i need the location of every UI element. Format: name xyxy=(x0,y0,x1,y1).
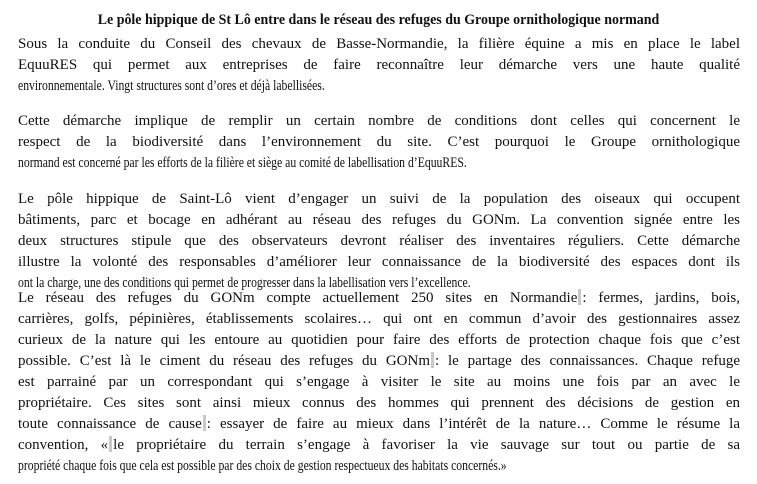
text-line: deux structures stipule que des observateurs devront réaliser des inventaires réguliers. Cette démarche xyxy=(18,233,740,249)
text-line xyxy=(18,351,740,372)
article-title: Le pôle hippique de St Lô entre dans le réseau des refuges du Groupe ornithologique normand xyxy=(97,12,660,28)
text-line: Le pôle hippique de Saint-Lô vient d’engager un suivi de la population des oiseaux qui occupent xyxy=(18,191,740,207)
text-line xyxy=(18,414,740,435)
text-segment: Le réseau des refuges du GONm compte actuellement 250 sites en Normandie xyxy=(18,290,578,306)
text-line: bâtiments, parc et bocage en adhérant au réseau des refuges du GONm. La convention signée entre les xyxy=(18,212,740,228)
text-segment: convention, « xyxy=(18,437,109,453)
text-segment: : le partage des connaissances. Chaque refuge xyxy=(435,353,740,369)
nonbreaking-space-marker xyxy=(431,352,434,368)
nonbreaking-space-marker xyxy=(578,289,581,305)
nonbreaking-space-marker xyxy=(203,415,206,431)
text-line: Cette démarche implique de remplir un certain nombre de conditions dont celles qui concernent le xyxy=(18,113,740,129)
text-line xyxy=(18,76,740,97)
text-line: respect de la biodiversité dans l’environnement du site. C’est pourquoi le Groupe ornithologique xyxy=(18,134,740,150)
text-line: curieux de la nature qui les entoure au quotidien pour faire des efforts de protection chaque fois que c’est xyxy=(18,332,740,348)
text-line-content: normand est concerné par les efforts de la filière et siège au comité de labellisation d’EquuRES. xyxy=(18,155,467,171)
paragraph-1 xyxy=(18,34,740,97)
text-line: illustre la volonté des responsables d’améliorer leur connaissance de la biodiversité des espaces dont ils xyxy=(18,254,740,270)
nonbreaking-space-marker xyxy=(109,436,112,452)
text-segment: : fermes, jardins, bois, xyxy=(582,290,741,306)
text-segment: possible. C’est là le ciment du réseau des refuges du GONm xyxy=(18,353,431,369)
text-line-content: propriété chaque fois que cela est possible par des choix de gestion respectueux des habitats concernés.» xyxy=(18,458,507,474)
text-line: propriétaire. Ces sites sont ainsi mieux connus des hommes qui prennent des décisions de gestion en xyxy=(18,395,740,411)
text-line-content: ont la charge, une des conditions qui permet de progresser dans la labellisation vers l’excellence. xyxy=(18,275,471,291)
text-line xyxy=(18,435,740,456)
paragraph-3 xyxy=(18,189,740,294)
paragraph-2 xyxy=(18,111,740,174)
text-line xyxy=(18,153,740,174)
text-segment: le propriétaire du terrain s’engage à favoriser la vie sauvage sur tout ou partie de sa xyxy=(113,437,740,453)
text-line: Sous la conduite du Conseil des chevaux de Basse-Normandie, la filière équine a mis en place le label xyxy=(18,36,740,52)
text-segment: : essayer de faire au mieux dans l’intérêt de la nature… Comme le résume la xyxy=(206,416,740,432)
text-line: EquuRES qui permet aux entreprises de faire reconnaître leur démarche vers une haute qualité xyxy=(18,57,740,73)
text-line: est parrainé par un correspondant qui s’engage à visiter le site au moins une fois par an avec le xyxy=(18,374,740,390)
text-line xyxy=(18,456,740,477)
text-line-content: environnementale. Vingt structures sont d’ores et déjà labellisées. xyxy=(18,78,325,94)
paragraph-4 xyxy=(18,288,740,477)
text-segment: toute connaissance de cause xyxy=(18,416,202,432)
text-line xyxy=(18,288,740,309)
text-line: carrières, golfs, pépinières, établissements scolaires… qui ont en commun d’avoir des gestionnaires assez xyxy=(18,311,740,327)
